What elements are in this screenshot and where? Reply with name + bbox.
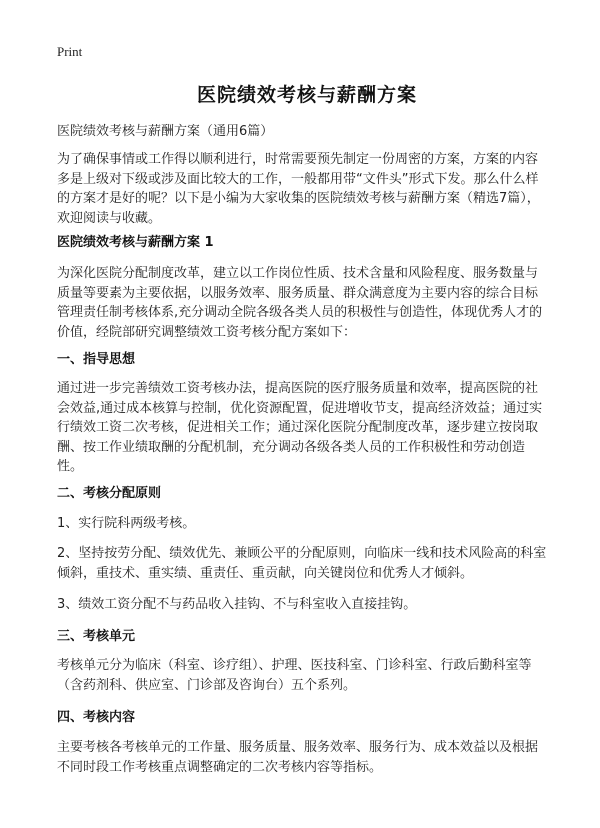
content-paragraph: 主要考核各考核单元的工作量、服务质量、服务效率、服务行为、成本效益以及根据不同时段工作考核重点调整确定的二次考核内容等指标。 bbox=[57, 740, 539, 775]
print-link[interactable]: Print bbox=[57, 44, 83, 59]
units-heading: 三、考核单元 bbox=[57, 629, 136, 644]
units-paragraph: 考核单元分为临床（科室、诊疗组）、护理、医技科室、门诊科室、行政后勤科室等（含药剂科、供应室、门诊部及咨询台）五个系列。 bbox=[57, 658, 532, 693]
section1-heading: 医院绩效考核与薪酬方案 1 bbox=[57, 235, 214, 250]
page-title: 医院绩效考核与薪酬方案 bbox=[196, 84, 417, 106]
guiding-heading: 一、指导思想 bbox=[57, 352, 136, 367]
principle-item-2: 2、坚持按劳分配、绩效优先、兼顾公平的分配原则，向临床一线和技术风险高的科室倾斜，重技术、重实绩、重责任、重贡献，向关键岗位和优秀人才倾斜。 bbox=[57, 546, 547, 581]
document-subtitle: 医院绩效考核与薪酬方案（通用6篇） bbox=[57, 124, 274, 139]
content-heading: 四、考核内容 bbox=[57, 710, 136, 725]
intro-paragraph: 为了确保事情或工作得以顺利进行，时常需要预先制定一份周密的方案，方案的内容多是上级对下级或涉及面比较大的工作，一般都用带“文件头”形式下发。那么什么样的方案才是好的呢？以下是小编为大家收集的医院绩效考核与薪酬方案（精选7篇），欢迎阅读与收藏。 bbox=[57, 152, 540, 226]
principles-heading: 二、考核分配原则 bbox=[57, 486, 162, 501]
guiding-paragraph: 通过进一步完善绩效工资考核办法，提高医院的医疗服务质量和效率，提高医院的社会效益,通过成本核算与控制，优化资源配置，促进增收节支，提高经济效益；通过实行绩效工资二次考核，促进相关工作；通过深化医院分配制度改革，逐步建立按岗取酬、按工作业绩取酬的分配机制，充分调动各级各类人员的工作积极性和劳动创造性。 bbox=[57, 381, 543, 474]
principle-item-3: 3、绩效工资分配不与药品收入挂钩、不与科室收入直接挂钩。 bbox=[57, 597, 417, 612]
section1-paragraph: 为深化医院分配制度改革，建立以工作岗位性质、技术含量和风险程度、服务数量与质量等要素为主要依据，以服务效率、服务质量、群众满意度为主要内容的综合目标管理责任制考核体系,充分调动全院各级各类人员的积极性与创造性，体现优秀人才的价值，经院部研究调整绩效工资考核分配方案如下： bbox=[57, 266, 543, 340]
principle-item-1: 1、实行院科两级考核。 bbox=[57, 516, 196, 531]
